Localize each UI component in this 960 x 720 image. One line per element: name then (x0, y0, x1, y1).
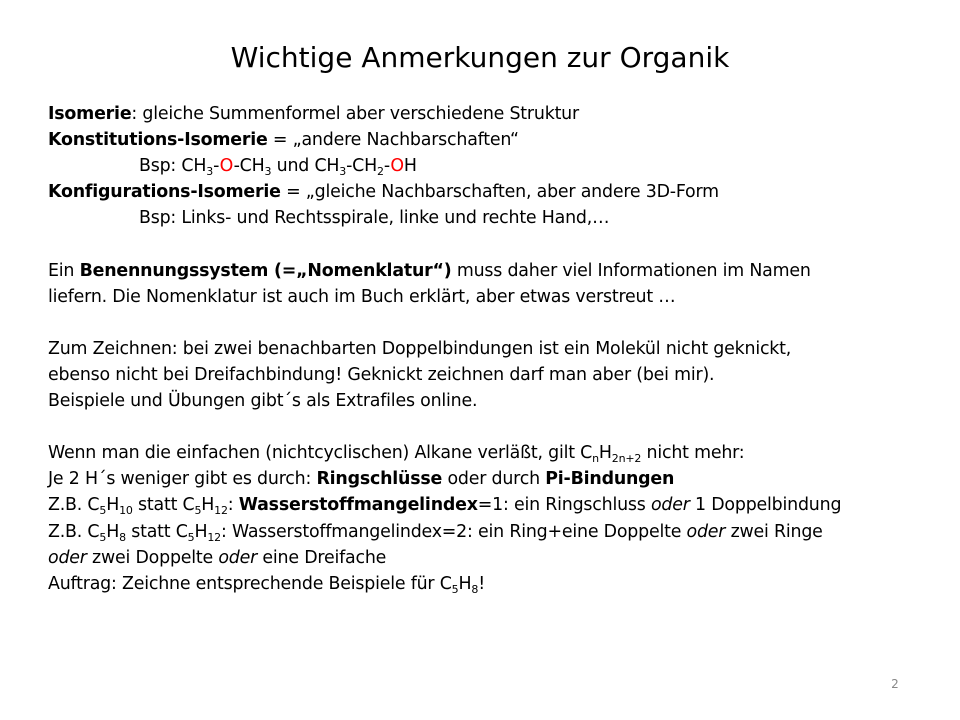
konfiguration-example-line: Bsp: Links- und Rechtsspirale, linke und rechte Hand,… (139, 208, 610, 229)
je2-text: Je 2 H´s weniger gibt es durch: (48, 469, 317, 490)
konstitution-term: Konstitutions-Isomerie (48, 130, 268, 151)
zeichnen-line-1: Zum Zeichnen: bei zwei benachbarten Doppelbindungen ist ein Molekül nicht geknickt, (48, 338, 792, 359)
nomenklatur-line-2: liefern. Die Nomenklatur ist auch im Buch erklärt, aber etwas verstreut … (48, 286, 676, 307)
formula-text: -CH (346, 156, 378, 177)
formula-subscript: 5 (99, 530, 107, 544)
slide-number: 2 (891, 677, 899, 691)
formula-subscript: 10 (119, 504, 133, 518)
zeichnen-line-3: Beispiele und Übungen gibt´s als Extrafiles online. (48, 391, 478, 412)
alkane-intro-text: nicht mehr: (641, 443, 745, 464)
auftrag-line (48, 571, 938, 597)
formula-text: CH (181, 156, 207, 177)
formula-text: - (383, 156, 391, 177)
formula-text: statt C (125, 521, 188, 542)
spacer (48, 231, 938, 257)
formula-subscript: 3 (206, 165, 214, 179)
formula-subscript: 3 (264, 165, 272, 179)
nomenklatur-term: Benennungssystem (=„Nomenklatur“) (79, 260, 452, 281)
konfiguration-line (48, 179, 938, 205)
formula-text: H (201, 495, 215, 516)
alkane-intro-line (48, 440, 938, 466)
wasserstoffmangelindex-term: Wasserstoffmangelindex (238, 495, 478, 516)
konstitution-definition: = „andere Nachbarschaften“ (267, 130, 519, 151)
isomerie-term: Isomerie (48, 104, 132, 124)
spacer (48, 414, 938, 440)
spacer (48, 310, 938, 336)
oxygen-atom: O (390, 156, 404, 177)
formula-text: H (106, 495, 120, 516)
nomenklatur-prefix: Ein (48, 260, 80, 281)
konstitution-line (48, 127, 938, 153)
formula-subscript: n (592, 452, 599, 466)
formula-subscript: 5 (194, 504, 202, 518)
nomenklatur-rest: muss daher viel Informationen im Namen (451, 260, 811, 281)
formula-text: H (194, 521, 208, 542)
formula-subscript: 8 (471, 582, 479, 596)
oxygen-atom: O (219, 156, 234, 177)
formula-subscript: 5 (187, 530, 195, 544)
oder-italic: oder (218, 547, 258, 568)
formula-subscript: 3 (339, 165, 347, 179)
formula-subscript: 8 (119, 530, 126, 544)
alkane-intro-text: Wenn man die einfachen (nichtcyclischen) Alkane verläßt, gilt C (48, 443, 593, 464)
zeichnen-line-2: ebenso nicht bei Dreifachbindung! Geknickt zeichnen darf man aber (bei mir). (48, 364, 715, 385)
connector-text: und (271, 156, 315, 177)
je2-text: oder durch (442, 469, 546, 490)
konstitution-example-line (48, 153, 938, 179)
beispiel-text: eine Dreifache (257, 547, 387, 568)
formula-text: H (458, 573, 472, 594)
formula-subscript: 2 (377, 165, 384, 179)
oder-italic: oder (48, 547, 87, 568)
auftrag-text: Auftrag: Zeichne entsprechende Beispiele für C (48, 573, 452, 594)
formula-subscript: 2n+2 (611, 452, 642, 466)
isomerie-definition: : gleiche Summenformel aber verschiedene Struktur (131, 104, 579, 124)
formula-subscript: 12 (207, 530, 221, 544)
formula-text: -CH (233, 156, 265, 177)
formula-text: Z.B. C (48, 521, 100, 542)
slide-body (48, 101, 938, 597)
pi-bindungen-term: Pi-Bindungen (545, 469, 675, 490)
formula-text: - (213, 156, 220, 177)
beispiel-text: =1: ein Ringschluss (477, 495, 651, 516)
ringschluesse-term: Ringschlüsse (316, 469, 443, 490)
nomenklatur-line-1 (48, 258, 938, 284)
example-label: Bsp: (139, 156, 182, 177)
formula-text: H (403, 156, 417, 177)
beispiel-text: 1 Doppelbindung (689, 495, 842, 516)
formula-subscript: 5 (451, 582, 459, 596)
isomerie-line (48, 101, 938, 127)
je2-line (48, 466, 938, 492)
beispiel-2-continuation-line (48, 545, 938, 571)
beispiel-text: : (227, 495, 239, 516)
oder-italic: oder (650, 495, 690, 516)
formula-subscript: 5 (99, 504, 107, 518)
formula-text: CH (314, 156, 340, 177)
beispiel-1-line (48, 492, 938, 518)
beispiel-text: zwei Doppelte (86, 547, 219, 568)
beispiel-text: zwei Ringe (725, 521, 823, 542)
slide-title: Wichtige Anmerkungen zur Organik (230, 41, 730, 74)
beispiel-2-line (48, 519, 938, 545)
konfiguration-term: Konfigurations-Isomerie (48, 182, 281, 203)
formula-text: statt C (132, 495, 195, 516)
oder-italic: oder (686, 521, 726, 542)
beispiel-text: : Wasserstoffmangelindex=2: ein Ring+eine Doppelte (220, 521, 687, 542)
formula-text: Z.B. C (48, 495, 100, 516)
konfiguration-definition: = „gleiche Nachbarschaften, aber andere 3D-Form (280, 182, 719, 203)
formula-subscript: 12 (214, 504, 228, 518)
formula-text: H (598, 443, 612, 464)
auftrag-text: ! (478, 573, 485, 594)
formula-text: H (106, 521, 120, 542)
